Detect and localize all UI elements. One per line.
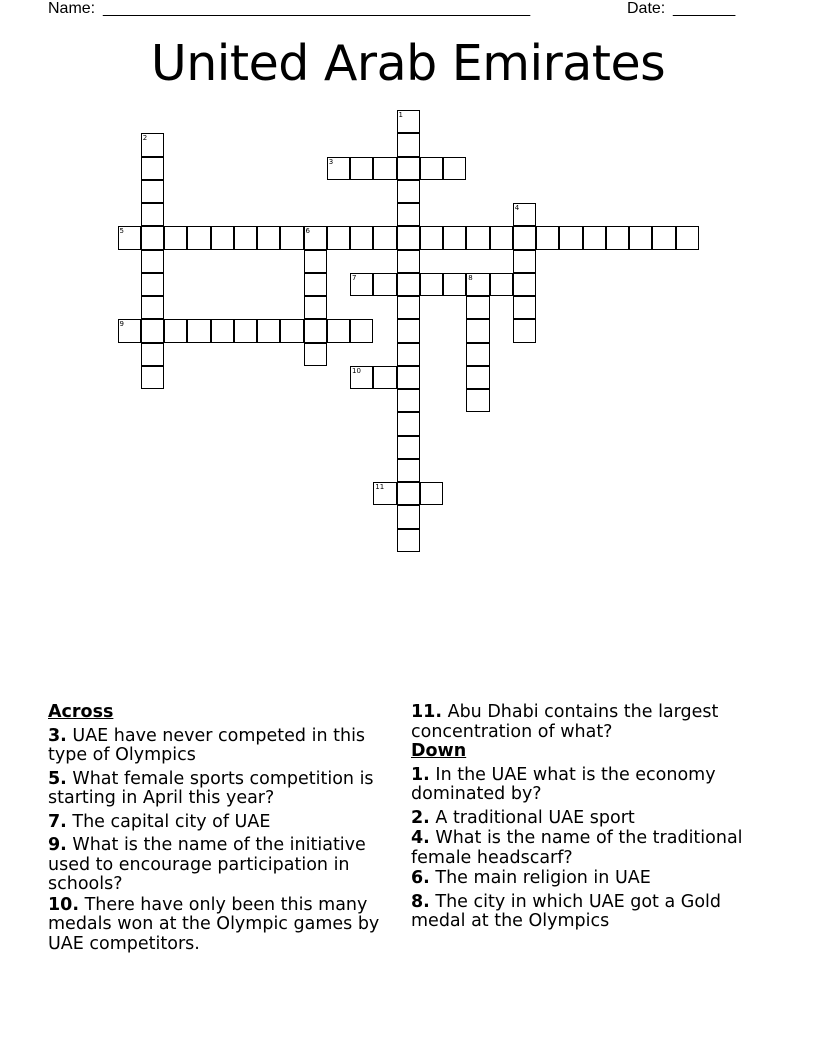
grid-cell[interactable] [676,226,699,249]
grid-cell[interactable] [141,296,164,319]
grid-cell[interactable] [583,226,606,249]
name-label: Name: [48,0,96,17]
grid-cell[interactable] [397,157,420,180]
clues-left-column [48,703,388,954]
grid-cell[interactable] [490,226,513,249]
clue-number: 10 [352,366,361,375]
grid-cell[interactable] [350,273,373,296]
grid-cell[interactable] [118,319,141,342]
grid-cell[interactable] [141,133,164,156]
grid-cell[interactable] [559,226,582,249]
grid-cell[interactable] [420,157,443,180]
puzzle-title: United Arab Emirates [150,35,666,92]
grid-cell[interactable] [141,203,164,226]
grid-cell[interactable] [466,319,489,342]
grid-cell[interactable] [304,250,327,273]
grid-cell[interactable] [397,482,420,505]
grid-cell[interactable] [327,157,350,180]
grid-cell[interactable] [280,319,303,342]
grid-cell[interactable] [606,226,629,249]
grid-cell[interactable] [513,203,536,226]
grid-cell[interactable] [466,389,489,412]
grid-cell[interactable] [141,319,164,342]
grid-cell[interactable] [327,319,350,342]
grid-cell[interactable] [141,180,164,203]
grid-cell[interactable] [397,110,420,133]
clue-down-2: 2. A traditional UAE sport [411,807,635,828]
grid-cell[interactable] [141,157,164,180]
grid-cell[interactable] [490,273,513,296]
name-line: ________________________________________________ [103,0,531,17]
grid-cell[interactable] [118,226,141,249]
grid-cell[interactable] [466,273,489,296]
grid-cell[interactable] [397,250,420,273]
grid-cell[interactable] [350,157,373,180]
grid-cell[interactable] [397,505,420,528]
grid-cell[interactable] [397,436,420,459]
grid-cell[interactable] [443,273,466,296]
grid-cell[interactable] [397,389,420,412]
grid-cell[interactable] [397,529,420,552]
grid-cell[interactable] [466,296,489,319]
grid-cell[interactable] [164,319,187,342]
grid-cell[interactable] [513,273,536,296]
grid-cell[interactable] [327,226,350,249]
grid-cell[interactable] [513,226,536,249]
clue-number: 9 [119,320,124,329]
grid-cell[interactable] [397,133,420,156]
grid-cell[interactable] [350,366,373,389]
grid-cell[interactable] [141,250,164,273]
grid-cell[interactable] [304,343,327,366]
grid-cell[interactable] [466,366,489,389]
clue-number: 4 [514,204,520,212]
grid-cell[interactable] [397,296,420,319]
grid-cell[interactable] [536,226,559,249]
grid-cell[interactable] [420,273,443,296]
grid-cell[interactable] [443,157,466,180]
grid-cell[interactable] [373,226,396,249]
grid-cell[interactable] [211,226,234,249]
grid-cell[interactable] [304,296,327,319]
clue-down-8: 8. The city in which UAE got a Gold medal at the Olympics [411,891,722,931]
date-label: Date: [627,0,666,17]
grid-cell[interactable] [304,226,327,249]
grid-cell[interactable] [373,273,396,296]
grid-cell[interactable] [466,226,489,249]
grid-cell[interactable] [187,319,210,342]
grid-cell[interactable] [397,459,420,482]
grid-cell[interactable] [629,226,652,249]
clue-across-11: 11. Abu Dhabi contains the largest concentration of what? [411,702,719,742]
clue-down-4: 4. What is the name of the traditional female headscarf? [411,828,743,868]
grid-cell[interactable] [141,273,164,296]
clue-across-9: 9. What is the name of the initiative used to encourage participation in schools? [48,835,366,894]
grid-cell[interactable] [443,226,466,249]
grid-cell[interactable] [373,366,396,389]
grid-cell[interactable] [234,319,257,342]
grid-cell[interactable] [420,482,443,505]
grid-cell[interactable] [397,273,420,296]
clue-down-6: 6. The main religion in UAE [411,868,651,888]
grid-cell[interactable] [141,343,164,366]
clue-number: 2 [142,134,148,143]
grid-cell[interactable] [397,203,420,226]
clue-across-3: 3. UAE have never competed in this type of Olympics [48,725,366,765]
grid-cell[interactable] [513,296,536,319]
grid-cell[interactable] [141,366,164,389]
clue-number: 3 [328,157,334,166]
grid-cell[interactable] [397,366,420,389]
grid-cell[interactable] [373,157,396,180]
clue-number: 7 [352,273,357,282]
date-line: _______ [673,0,736,17]
grid-cell[interactable] [513,319,536,342]
grid-cell[interactable] [187,226,210,249]
grid-cell[interactable] [280,226,303,249]
clue-across-5: 5. What female sports competition is starting in April this year? [48,768,374,808]
grid-cell[interactable] [350,226,373,249]
grid-cell[interactable] [397,412,420,435]
grid-cell[interactable] [304,273,327,296]
grid-cell[interactable] [397,226,420,249]
clue-number: 11 [375,483,385,491]
clue-number: 1 [398,111,403,119]
grid-cell[interactable] [164,226,187,249]
grid-cell[interactable] [257,226,280,249]
clue-down-1: 1. In the UAE what is the economy dominated by? [411,764,716,804]
grid-cell[interactable] [420,226,443,249]
grid-cell[interactable] [466,343,489,366]
across-heading: Across [48,702,114,722]
grid-cell[interactable] [397,343,420,366]
grid-cell[interactable] [304,319,327,342]
clue-across-7: 7. The capital city of UAE [48,811,271,832]
grid-cell[interactable] [234,226,257,249]
grid-cell[interactable] [652,226,675,249]
grid-cell[interactable] [513,250,536,273]
down-heading: Down [411,741,467,761]
clue-number: 8 [468,273,473,282]
clues-right-column [411,703,751,932]
clue-number: 6 [305,227,310,236]
grid-cell[interactable] [397,180,420,203]
grid-cell[interactable] [211,319,234,342]
grid-cell[interactable] [257,319,280,342]
clue-number: 5 [119,227,124,236]
grid-cell[interactable] [397,319,420,342]
grid-cell[interactable] [350,319,373,342]
grid-cell[interactable] [141,226,164,249]
grid-cell[interactable] [373,482,396,505]
clue-across-10: 10. There have only been this many medals won at the Olympic games by UAE competitors. [48,894,380,954]
